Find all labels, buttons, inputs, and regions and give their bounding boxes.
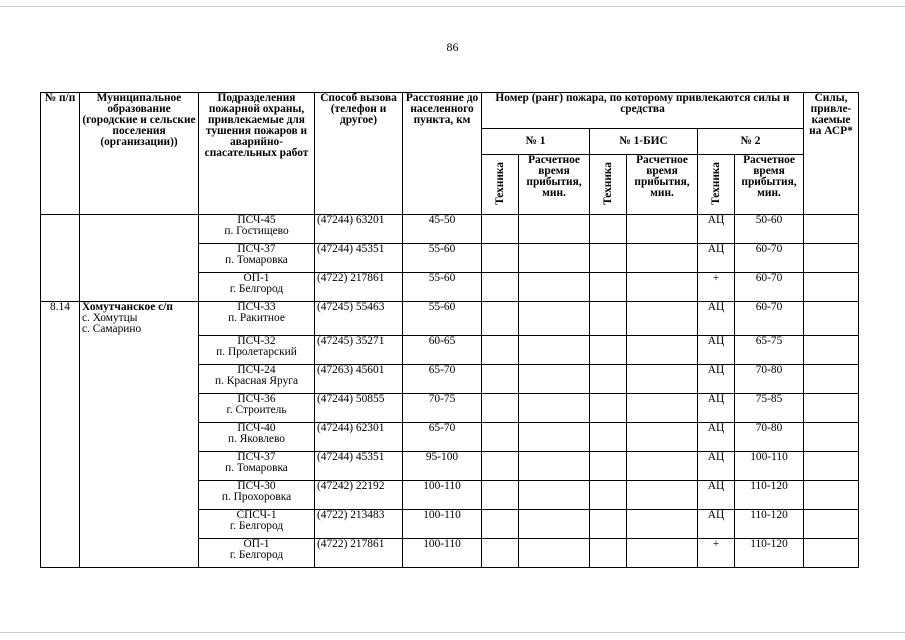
unit-location: п. Красная Яруга [215,374,298,387]
row-phone: (47242) 22192 [315,480,403,509]
row-eq-1bis [590,302,627,336]
table-row [41,244,859,273]
row-asr [804,509,859,538]
row-phone: (47245) 35271 [315,335,403,364]
row-eq-2: АЦ [698,480,735,509]
row-time-1 [519,422,590,451]
row-unit [199,215,315,244]
table-row [41,273,859,302]
row-distance: 55-60 [403,244,482,273]
unit-code: ПСЧ-33 [237,301,276,313]
row-asr [804,422,859,451]
row-eq-2: + [698,273,735,302]
unit-location: п. Прохоровка [221,490,292,503]
header-asr: Силы, привле-каемые на АСР* [804,93,859,215]
header-distance: Расстояние до населенного пункта, км [403,93,482,215]
header-equipment-1bis: Техника [601,161,614,205]
row-phone: (4722) 217861 [315,538,403,567]
row-asr [804,538,859,567]
row-num [41,335,80,364]
row-eq-2: АЦ [698,509,735,538]
unit-code: ПСЧ-37 [237,451,276,463]
row-eq-1 [482,509,519,538]
row-phone: (47244) 45351 [315,451,403,480]
row-municipality [80,273,199,302]
row-time-2: 60-70 [735,273,804,302]
row-time-1bis [627,509,698,538]
row-asr [804,244,859,273]
row-num [41,480,80,509]
row-unit [199,509,315,538]
settlement-name: с. Самарино [82,323,142,335]
unit-location: п. Томаровка [225,254,288,266]
row-asr [804,335,859,364]
row-time-1bis [627,273,698,302]
row-eq-1bis [590,273,627,302]
row-eq-1bis [590,451,627,480]
row-distance: 100-110 [403,538,482,567]
unit-code: ПСЧ-36 [237,393,276,405]
row-phone: (4722) 217861 [315,273,403,302]
row-asr [804,451,859,480]
row-eq-2: АЦ [698,335,735,364]
unit-location: п. Ракитное [228,312,285,324]
header-fire-rank: Номер (ранг) пожара, по которому привлекаются силы и средства [482,93,804,129]
unit-location: г. Белгород [229,283,284,295]
row-time-1bis [627,538,698,567]
unit-location: п. Яковлево [227,432,285,445]
row-asr [804,480,859,509]
row-unit [199,273,315,302]
row-asr [804,302,859,336]
unit-code: ПСЧ-32 [237,335,276,347]
row-time-1bis [627,451,698,480]
unit-code: ПСЧ-30 [237,480,276,492]
row-time-1 [519,244,590,273]
row-eq-1 [482,451,519,480]
row-time-1 [519,538,590,567]
row-unit [199,393,315,422]
header-arrival-2: Расчетное время прибытия, мин. [735,155,804,215]
table-row [41,538,859,567]
row-municipality [80,422,199,451]
row-eq-1 [482,215,519,244]
row-distance: 100-110 [403,509,482,538]
unit-code: ПСЧ-45 [237,214,276,226]
row-eq-2: АЦ [698,364,735,393]
row-eq-1 [482,393,519,422]
unit-location: п. Гостищево [224,225,289,237]
unit-location: п. Томаровка [225,461,288,474]
row-time-1 [519,393,590,422]
row-unit [199,538,315,567]
row-distance: 55-60 [403,302,482,336]
row-eq-2: АЦ [698,451,735,480]
header-arrival-1: Расчетное время прибытия, мин. [519,155,590,215]
row-eq-1bis [590,364,627,393]
row-time-2: 50-60 [735,215,804,244]
unit-code: ПСЧ-37 [237,243,276,255]
row-unit [199,244,315,273]
row-asr [804,364,859,393]
unit-code: ПСЧ-40 [237,422,276,434]
row-distance: 70-75 [403,393,482,422]
row-num [41,215,80,244]
unit-location: г. Белгород [229,548,284,561]
table-row [41,422,859,451]
header-arrival-1bis: Расчетное время прибытия, мин. [627,155,698,215]
table-row [41,509,859,538]
row-unit [199,422,315,451]
table-row [41,364,859,393]
unit-code: ОП-1 [243,272,270,284]
row-phone: (47244) 50855 [315,393,403,422]
row-eq-1 [482,335,519,364]
row-num [41,244,80,273]
unit-location: п. Пролетарский [216,345,297,358]
table-row [41,480,859,509]
row-num [41,393,80,422]
bottom-rule [0,632,905,633]
row-eq-1 [482,302,519,336]
row-asr [804,273,859,302]
unit-code: СПСЧ-1 [236,509,277,521]
row-time-1 [519,335,590,364]
row-unit [199,451,315,480]
row-eq-2: АЦ [698,393,735,422]
row-eq-2: АЦ [698,244,735,273]
header-rank-1: № 1 [482,129,590,155]
row-phone: (47244) 63201 [315,215,403,244]
row-distance: 95-100 [403,451,482,480]
row-phone: (4722) 213483 [315,509,403,538]
row-eq-2: АЦ [698,422,735,451]
row-time-1 [519,302,590,336]
table-row [41,335,859,364]
row-distance: 65-70 [403,422,482,451]
row-distance: 60-65 [403,335,482,364]
row-municipality [80,538,199,567]
row-distance: 100-110 [403,480,482,509]
table-row [41,451,859,480]
row-num [41,273,80,302]
row-eq-1 [482,273,519,302]
row-time-1bis [627,364,698,393]
row-eq-1 [482,422,519,451]
row-num [41,451,80,480]
row-time-2: 60-70 [735,302,804,336]
row-eq-1 [482,480,519,509]
row-municipality [80,335,199,364]
header-equipment-1: Техника [493,161,506,205]
row-municipality [80,451,199,480]
row-distance: 65-70 [403,364,482,393]
row-eq-1 [482,538,519,567]
row-num: 8.14 [41,302,80,336]
header-call-method: Способ вызова (телефон и другое) [315,93,403,215]
row-eq-1bis [590,393,627,422]
row-eq-1bis [590,422,627,451]
row-time-2: 70-80 [735,364,804,393]
row-distance: 45-50 [403,215,482,244]
row-time-1 [519,364,590,393]
row-time-1bis [627,244,698,273]
unit-code: ОП-1 [243,538,270,550]
header-equipment-2: Техника [709,161,722,205]
row-time-2: 110-120 [735,509,804,538]
row-municipality [80,244,199,273]
row-time-2: 70-80 [735,422,804,451]
row-phone: (47244) 45351 [315,244,403,273]
row-time-2: 110-120 [735,480,804,509]
row-eq-1bis [590,215,627,244]
header-num: № п/п [41,93,80,215]
row-distance: 55-60 [403,273,482,302]
row-time-2: 110-120 [735,538,804,567]
row-time-1bis [627,302,698,336]
row-eq-1 [482,364,519,393]
row-unit [199,364,315,393]
row-num [41,364,80,393]
header-units: Подразделения пожарной охраны, привлекаемые для тушения пожаров и аварийно-спасательных работ [199,93,315,215]
row-phone: (47244) 62301 [315,422,403,451]
fire-forces-table [40,92,859,568]
row-municipality [80,393,199,422]
settlement-name: с. Хомутцы [82,312,138,324]
table-row [41,302,859,336]
unit-code: ПСЧ-24 [237,364,276,376]
page-number: 86 [446,40,459,54]
header-municipality: Муниципальное образование (городские и сельские поселения (организации)) [80,93,199,215]
row-municipality [80,509,199,538]
top-rule [0,6,905,7]
row-time-1 [519,509,590,538]
row-eq-1bis [590,480,627,509]
row-time-2: 75-85 [735,393,804,422]
unit-location: г. Белгород [229,519,284,532]
row-phone: (47263) 45601 [315,364,403,393]
row-time-1 [519,215,590,244]
table-row [41,215,859,244]
row-time-1bis [627,480,698,509]
row-unit [199,302,315,336]
unit-location: г. Строитель [226,403,287,416]
row-municipality [80,302,199,336]
row-municipality [80,215,199,244]
row-unit [199,335,315,364]
row-time-1bis [627,335,698,364]
row-eq-2: АЦ [698,302,735,336]
row-num [41,538,80,567]
municipality-name: Хомутчанское с/п [82,301,173,313]
row-time-2: 65-75 [735,335,804,364]
row-time-1bis [627,393,698,422]
row-eq-2: АЦ [698,215,735,244]
row-time-2: 60-70 [735,244,804,273]
row-num [41,422,80,451]
row-time-1 [519,273,590,302]
header-rank-2: № 2 [698,129,804,155]
row-eq-1bis [590,335,627,364]
row-phone: (47245) 55463 [315,302,403,336]
row-unit [199,480,315,509]
row-time-1 [519,480,590,509]
row-municipality [80,364,199,393]
row-asr [804,215,859,244]
row-eq-1 [482,244,519,273]
row-num [41,509,80,538]
row-asr [804,393,859,422]
table-row [41,393,859,422]
row-time-2: 100-110 [735,451,804,480]
row-time-1 [519,451,590,480]
row-eq-1bis [590,509,627,538]
header-rank-1bis: № 1-БИС [590,129,698,155]
row-time-1bis [627,215,698,244]
row-time-1bis [627,422,698,451]
row-eq-1bis [590,244,627,273]
row-eq-1bis [590,538,627,567]
row-municipality [80,480,199,509]
row-eq-2: + [698,538,735,567]
